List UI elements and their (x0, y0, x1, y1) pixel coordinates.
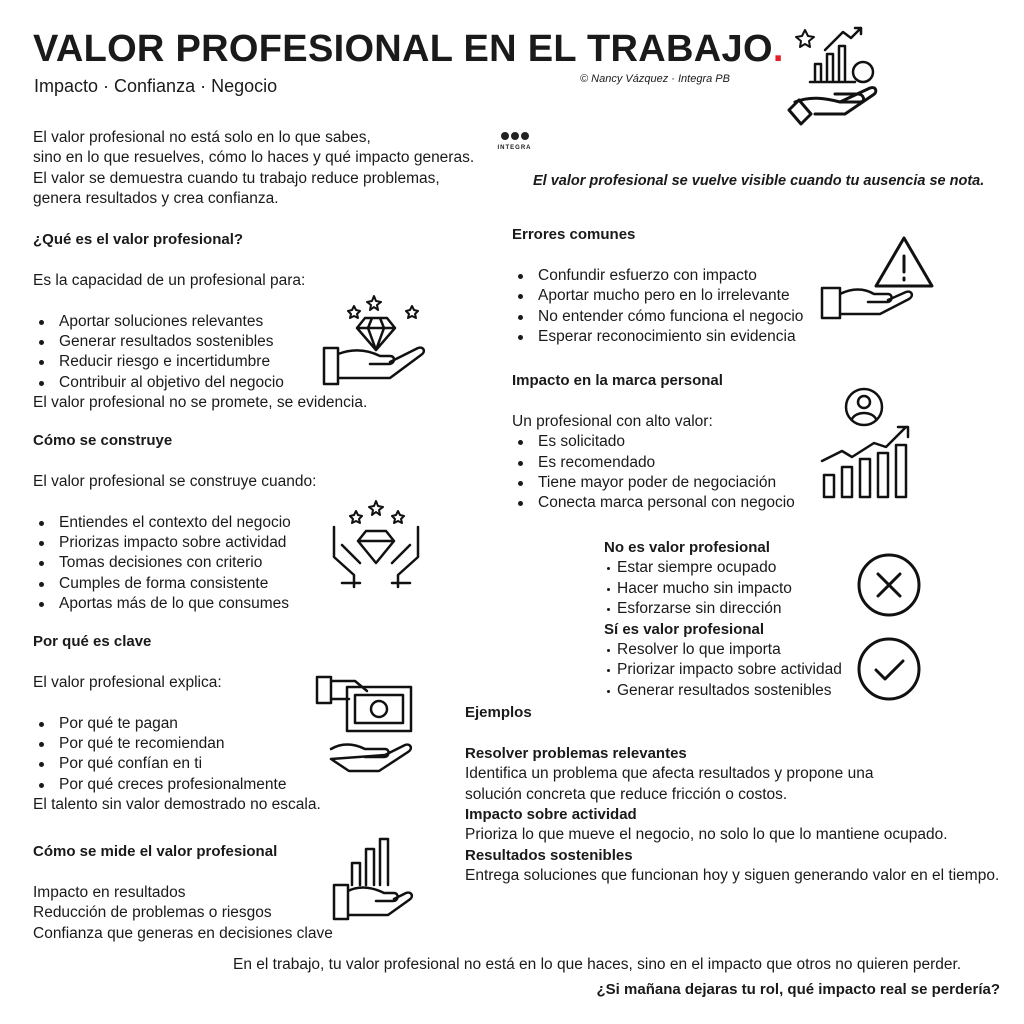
hand-diamond-stars-icon (320, 292, 432, 388)
list-item: Generar resultados sostenibles (33, 332, 367, 352)
list-item: Aportas más de lo que consumes (33, 594, 316, 614)
footer-statement: En el trabajo, tu valor profesional no está en lo que haces, sino en el impacto que otros no quieren perder. (233, 956, 962, 973)
list-item: Aportar mucho pero en lo irrelevante (512, 286, 803, 306)
hand-chart-money-icon (785, 22, 880, 127)
section-clave: Por qué es clave El valor profesional explica: Por qué te pagan Por qué te recomiendan Por qué confían en ti Por qué creces profesionalmente El talento sin valor demostrado no escala. (33, 633, 321, 814)
section-marca: Impacto en la marca personal Un profesional con alto valor: Es solicitado Es recomendado Tiene mayor poder de negociación Conecta marca personal con negocio (512, 371, 795, 514)
hand-warning-icon (818, 232, 938, 324)
list-item: Por qué te pagan (33, 714, 321, 734)
check-circle-icon (856, 636, 922, 702)
list-item: Es solicitado (512, 432, 795, 452)
list-item: Conecta marca personal con negocio (512, 493, 795, 513)
footer-question: ¿Si mañana dejaras tu rol, qué impacto real se perdería? (596, 981, 1000, 998)
list-item: Confundir esfuerzo con impacto (512, 266, 803, 286)
section-no-es (604, 538, 842, 701)
section-errores (512, 225, 803, 347)
list-item: Es recomendado (512, 453, 795, 473)
page-title: VALOR PROFESIONAL EN EL TRABAJO. (33, 28, 784, 70)
list-item: Por qué te recomiendan (33, 734, 321, 754)
hands-diamond-icon (328, 497, 424, 592)
list-item: Cumples de forma consistente (33, 574, 316, 594)
list-item: Por qué confían en ti (33, 754, 321, 774)
list-item: Esforzarse sin dirección (604, 599, 842, 619)
section-mide: Cómo se mide el valor profesional Impacto en resultados Reducción de problemas o riesgos Confianza que generas en decisiones clave (33, 843, 333, 942)
list-item: Esperar reconocimiento sin evidencia (512, 327, 803, 347)
section-heading: ¿Qué es el valor profesional? (33, 231, 244, 248)
subtitle: Impacto · Confianza · Negocio (34, 76, 278, 96)
list-item: Por qué creces profesionalmente (33, 775, 321, 795)
hand-bars-icon (330, 835, 415, 923)
list-item: Generar resultados sostenibles (604, 681, 842, 701)
list-item: Contribuir al objetivo del negocio (33, 373, 367, 393)
list-item: Reducir riesgo e incertidumbre (33, 352, 367, 372)
list-item: Aportar soluciones relevantes (33, 312, 367, 332)
section-heading: Por qué es clave (33, 633, 152, 650)
section-construye: Cómo se construye El valor profesional se construye cuando: Entiendes el contexto del negocio Priorizas impacto sobre actividad Tomas decisiones con criterio Cumples de forma consistente Aportas más de lo que consumes (33, 431, 316, 615)
section-heading: Ejemplos (465, 704, 532, 721)
money-exchange-icon (313, 673, 416, 778)
list-item: Resolver lo que importa (604, 640, 842, 660)
section-heading: Errores comunes (512, 226, 636, 243)
list-item: No entender cómo funciona el negocio (512, 307, 803, 327)
section-heading: Cómo se mide el valor profesional (33, 843, 278, 860)
integra-logo: INTEGRA (492, 127, 537, 151)
list-item: Priorizas impacto sobre actividad (33, 533, 316, 553)
person-growth-chart-icon (818, 385, 913, 503)
section-heading: No es valor profesional (604, 539, 770, 556)
section-heading: Impacto en la marca personal (512, 372, 723, 389)
x-circle-icon (856, 552, 922, 618)
highlight-quote: El valor profesional se vuelve visible cuando tu ausencia se nota. (533, 173, 985, 189)
section-que-es: ¿Qué es el valor profesional? Es la capacidad de un profesional para: Aportar soluciones relevantes Generar resultados sostenibles Reducir riesgo e incertidumbre Contribuir al objetivo del negocio El valor profesional no se promete, se evidencia. (33, 231, 368, 412)
list-item: Tiene mayor poder de negociación (512, 473, 795, 493)
list-item: Entiendes el contexto del negocio (33, 513, 316, 533)
list-item: Estar siempre ocupado (604, 558, 842, 578)
section-ejemplos: Ejemplos Resolver problemas relevantes Identifica un problema que afecta resultados y propone una solución concreta que reduce fricción o costos. Impacto sobre actividad Prioriza lo que mueve el negocio, no solo lo que lo mantiene ocupado. Resultados sostenibles Entrega soluciones que funcionan hoy y siguen generando valor en el tiempo. (465, 704, 1000, 885)
list-item: Hacer mucho sin impacto (604, 579, 842, 599)
list-item: Priorizar impacto sobre actividad (604, 660, 842, 680)
title-accent-dot: . (772, 28, 784, 70)
section-heading: Sí es valor profesional (604, 620, 765, 638)
section-heading: Cómo se construye (33, 432, 173, 449)
intro-paragraph: El valor profesional no está solo en lo que sabes, sino en lo que resuelves, cómo lo haces y qué impacto generas. El valor se demuestra cuando tu trabajo reduce problemas, genera resultados y crea confianza. (33, 129, 475, 208)
list-item: Tomas decisiones con criterio (33, 553, 316, 573)
credit: © Nancy Vázquez · Integra PB (580, 73, 730, 85)
